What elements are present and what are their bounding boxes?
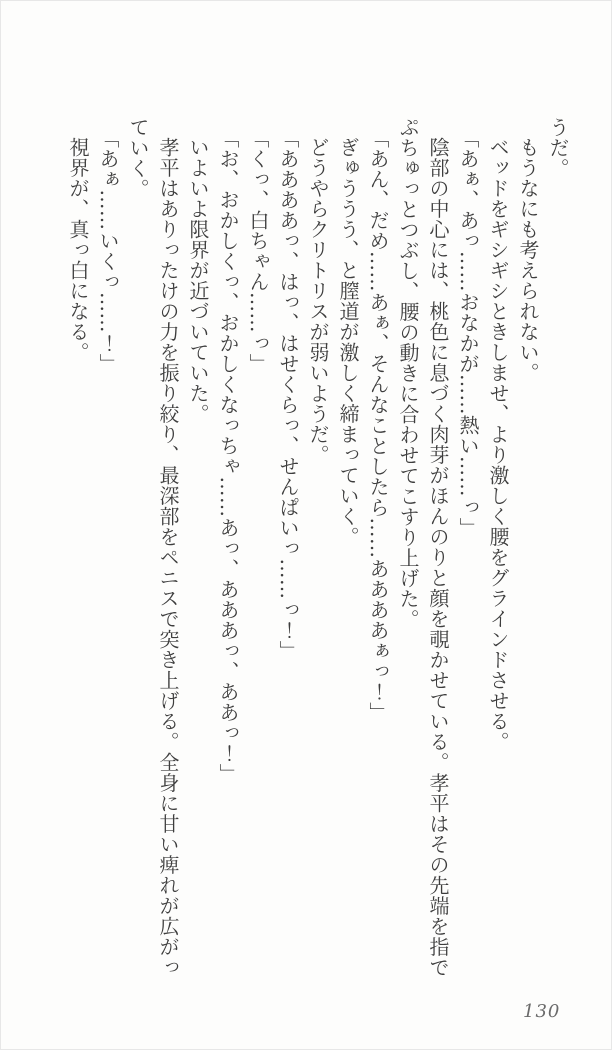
paragraph: 「ああああっ、はっ、はせくらっ、せんぱいっ……っ！」	[276, 128, 300, 661]
paragraph: 「お、おかしくっ、おかしくなっちゃ……あっ、あああっ、ああっ！」	[216, 128, 240, 784]
paragraph: うだ。	[546, 117, 570, 179]
paragraph: 陰部の中心には、桃色に息づく肉芽がほんのりと顔を覗かせている。孝平はその先端を指でぷちゅっとつぶし、腰の動きに合わせてこすり上げた。	[396, 117, 450, 978]
text-block	[38, 117, 573, 979]
page-number: 130	[523, 1001, 561, 1022]
paragraph: 視界が、真っ白になる。	[66, 137, 90, 363]
paragraph: 孝平はありったけの力を振り絞り、最深部をペニスで突き上げる。全身に甘い痺れが広がっていく。	[126, 117, 180, 978]
paragraph: 「くっ、白ちゃん……っ」	[246, 128, 270, 374]
paragraph: ベッドをギシギシときしませ、より激しく腰をグラインドさせる。	[486, 137, 510, 752]
paragraph: いよいよ限界が近づいていた。	[186, 137, 210, 424]
paragraph: 「あぁ、あっ……おなかが……熱い……っ」	[456, 128, 480, 538]
paragraph: もうなにも考えられない。	[516, 137, 540, 383]
paragraph: どうやらクリトリスが弱いようだ。	[306, 137, 330, 465]
paragraph: 「あん、だめ……あぁ、そんなことしたら……ああああぁっ！」	[366, 128, 390, 723]
paragraph: ぎゅううう、と膣道が激しく締まっていく。	[336, 137, 360, 547]
paragraph: 「あぁ……いくっ……！」	[96, 128, 120, 374]
